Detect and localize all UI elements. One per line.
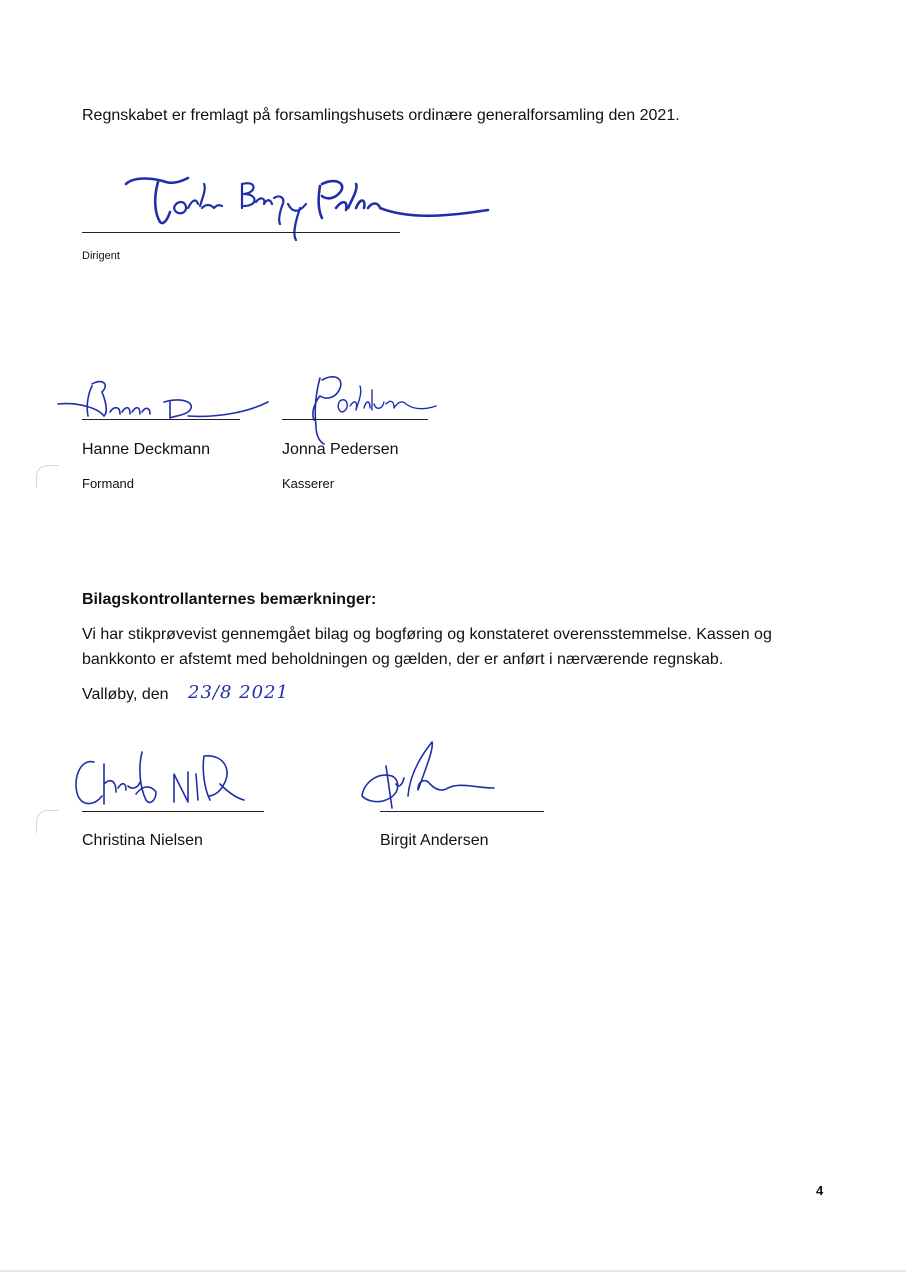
christina-nielsen-signature-line: [82, 811, 264, 812]
formand-signature-line: [82, 419, 240, 420]
auditors-remark-line1: Vi har stikprøvevist gennemgået bilag og bogføring og konstateret overensstemmelse. Kassen og: [82, 626, 772, 643]
auditors-heading: Bilagskontrollanternes bemærkninger:: [82, 591, 377, 608]
page-bottom-edge: [0, 1270, 906, 1272]
formand-name: Hanne Deckmann: [82, 441, 211, 458]
formand-signature: [58, 372, 278, 432]
kasserer-role: Kasserer: [282, 476, 335, 491]
page-number: 4: [816, 1183, 824, 1198]
dirigent-signature: [110, 168, 530, 248]
christina-nielsen-signature: [70, 744, 270, 814]
birgit-andersen-signature-line: [380, 811, 544, 812]
dirigent-role: Dirigent: [82, 250, 120, 262]
auditors-remark-line2: bankkonto er afstemt med beholdningen og gælden, der er anført i nærværende regnskab.: [82, 651, 724, 668]
christina-nielsen-name: Christina Nielsen: [82, 832, 203, 849]
handwritten-date: 23/8 2021: [188, 682, 289, 703]
kasserer-signature-line: [282, 419, 428, 420]
birgit-andersen-name: Birgit Andersen: [380, 832, 489, 849]
punch-hole-mark: [36, 810, 59, 833]
dirigent-signature-line: [82, 232, 400, 233]
punch-hole-mark: [36, 465, 59, 488]
kasserer-name: Jonna Pedersen: [282, 441, 399, 458]
birgit-andersen-signature: [356, 738, 516, 818]
place-date-label: Valløby, den: [82, 686, 169, 703]
formand-role: Formand: [82, 476, 135, 491]
intro-text: Regnskabet er fremlagt på forsamlingshusets ordinære generalforsamling den 2021.: [82, 107, 680, 124]
